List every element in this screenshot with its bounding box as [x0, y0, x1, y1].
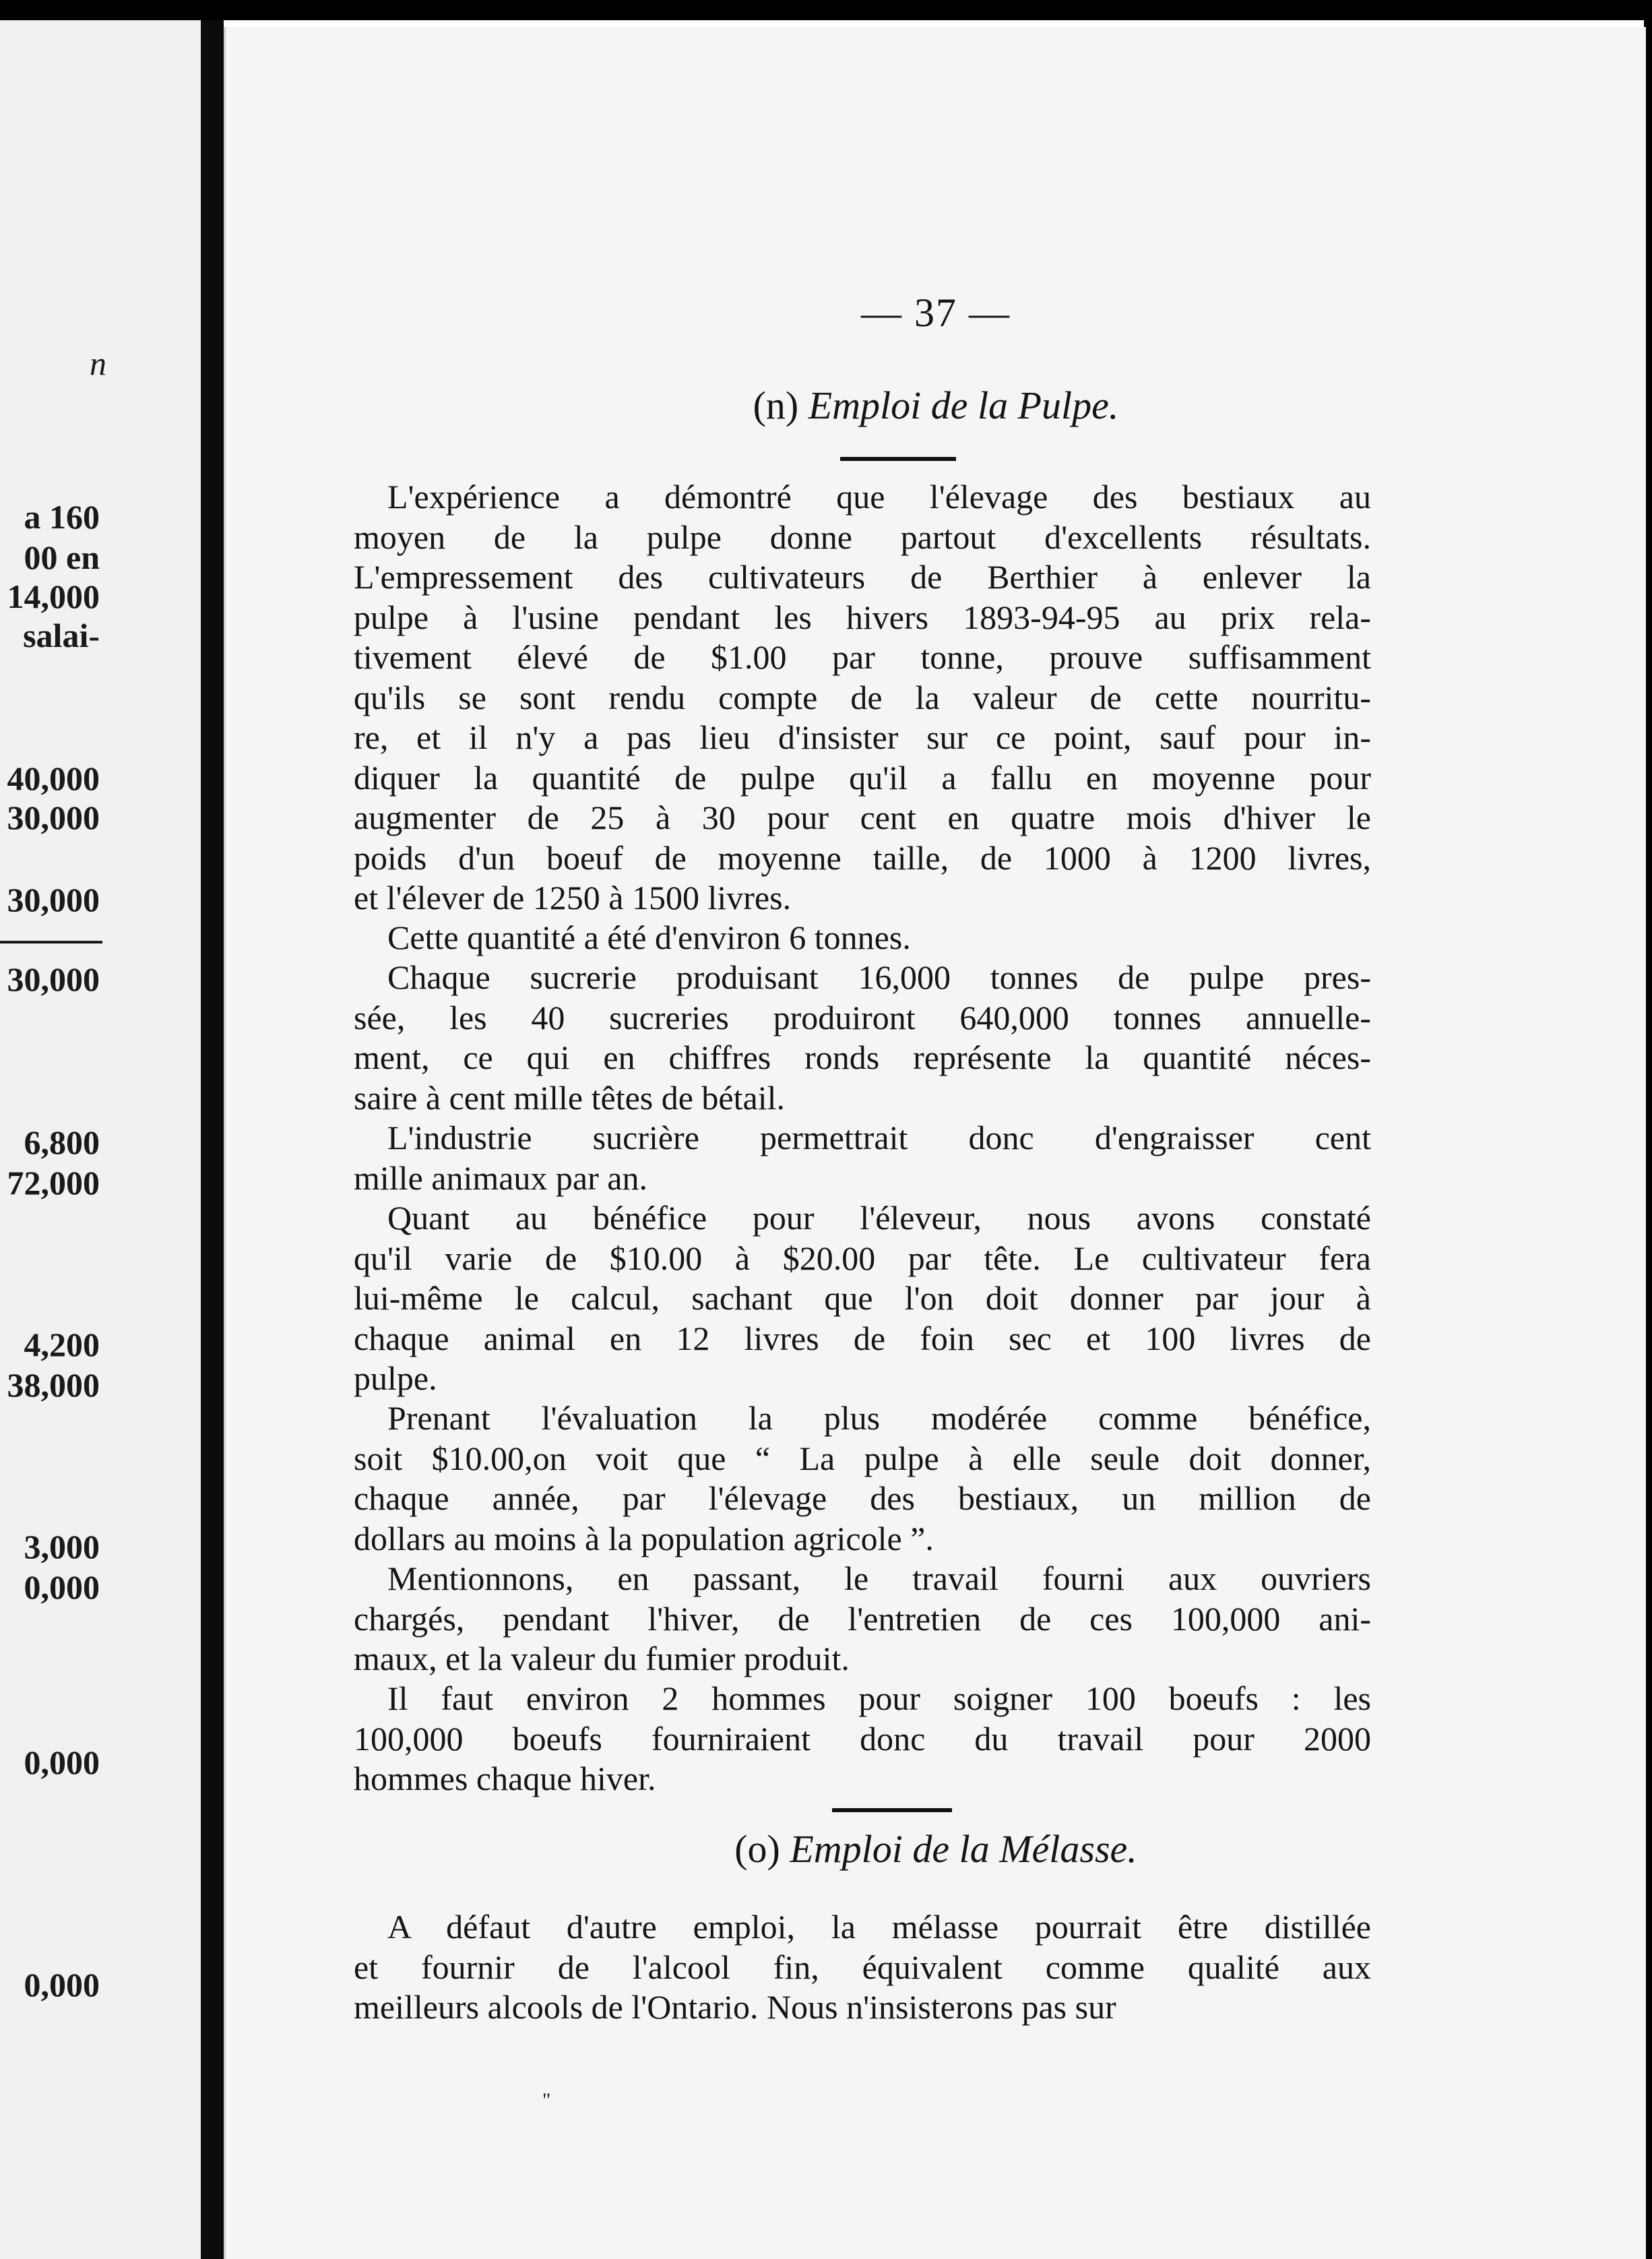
left-page-edge — [0, 20, 201, 2259]
left-page-fragment: 30,000 — [7, 960, 100, 998]
text-line: Cette quantité a été d'environ 6 tonnes. — [387, 919, 911, 956]
section-rule — [832, 1808, 952, 1812]
text-line: 100,000 boeufs fourniraient donc du travail pour 2000 — [354, 1719, 1371, 1758]
top-black-border — [0, 0, 1652, 20]
text-line: sée, les 40 sucreries produiront 640,000 tonnes annuelle- — [354, 998, 1371, 1036]
left-page-fragment: n — [90, 344, 106, 382]
text-line: Prenant l'évaluation la plus modérée comme bénéfice, — [387, 1399, 1371, 1437]
text-line: qu'ils se sont rendu compte de la valeur de cette nourritu- — [354, 678, 1371, 716]
section-label: (n) — [753, 383, 799, 427]
left-page-fragment: 0,000 — [24, 1743, 100, 1781]
paragraph — [354, 958, 1371, 1118]
paragraph — [354, 1198, 1371, 1399]
text-line: L'expérience a démontré que l'élevage des bestiaux au — [387, 478, 1371, 516]
text-line: mille animaux par an. — [354, 1158, 647, 1197]
section-heading-melasse — [226, 1826, 1646, 1871]
text-line: re, et il n'y a pas lieu d'insister sur ce point, sauf pour in- — [354, 718, 1371, 756]
footer-mark: " — [542, 2089, 551, 2111]
text-line: Quant au bénéfice pour l'éleveur, nous avons constaté — [387, 1199, 1371, 1237]
text-line: tivement élevé de $1.00 par tonne, prouve suffisamment — [354, 638, 1371, 676]
paragraph — [354, 477, 1371, 919]
page-number: — 37 — — [861, 290, 1011, 335]
paragraph — [354, 918, 1371, 958]
text-line: L'empressement des cultivateurs de Berthier à enlever la — [354, 558, 1371, 596]
left-page-fragment: 0,000 — [24, 1966, 100, 2004]
text-line: moyen de la pulpe donne partout d'excellents résultats. — [354, 518, 1371, 556]
text-line: chaque année, par l'élevage des bestiaux, un million de — [354, 1479, 1371, 1517]
text-line: qu'il varie de $10.00 à $20.00 par tête. Le cultivateur fera — [354, 1239, 1371, 1277]
left-page-rule — [0, 941, 102, 943]
section-label: (o) — [734, 1827, 780, 1871]
text-line: Il faut environ 2 hommes pour soigner 100 boeufs : les — [387, 1679, 1371, 1717]
left-page-fragment: a 160 — [24, 498, 100, 536]
section-title: Emploi de la Pulpe. — [808, 383, 1119, 427]
text-line: dollars au moins à la population agricole ”. — [354, 1519, 934, 1557]
text-line: pulpe. — [354, 1359, 437, 1397]
left-page-fragment: 40,000 — [7, 760, 100, 797]
section-heading-pulpe — [226, 383, 1646, 428]
text-line: saire à cent mille têtes de bétail. — [354, 1078, 785, 1117]
text-line: Mentionnons, en passant, le travail fourni aux ouvriers — [387, 1559, 1371, 1597]
text-line: Chaque sucrerie produisant 16,000 tonnes de pulpe pres- — [387, 958, 1371, 996]
paragraph — [354, 1118, 1371, 1198]
left-page-fragment: 14,000 — [7, 578, 100, 615]
text-line: et l'élever de 1250 à 1500 livres. — [354, 879, 792, 917]
text-line: maux, et la valeur du fumier produit. — [354, 1640, 850, 1677]
text-line: lui-même le calcul, sachant que l'on doit donner par jour à — [354, 1279, 1371, 1317]
left-page-fragment: 30,000 — [7, 799, 100, 836]
left-page-fragment: 4,200 — [24, 1326, 100, 1363]
text-line: meilleurs alcools de l'Ontario. Nous n'insisterons pas sur — [354, 1988, 1116, 2026]
right-page — [224, 27, 1646, 2259]
paragraph — [354, 1398, 1371, 1559]
paragraph — [354, 1679, 1371, 1799]
text-line: poids d'un boeuf de moyenne taille, de 1000 à 1200 livres, — [354, 838, 1371, 877]
text-line: soit $10.00,on voit que “ La pulpe à elle seule doit donner, — [354, 1439, 1371, 1477]
left-page-fragment: 38,000 — [7, 1366, 100, 1404]
book-spine — [201, 20, 224, 2259]
left-page-fragment: 72,000 — [7, 1164, 100, 1202]
text-line: hommes chaque hiver. — [354, 1760, 656, 1797]
left-page-fragment: 6,800 — [24, 1123, 100, 1161]
paragraph — [354, 1907, 1371, 2028]
left-page-fragment: 30,000 — [7, 881, 100, 919]
text-line: augmenter de 25 à 30 pour cent en quatre mois d'hiver le — [354, 799, 1371, 836]
text-line: pulpe à l'usine pendant les hivers 1893-94-95 au prix rela- — [354, 598, 1371, 636]
left-page-fragment: salai- — [23, 617, 100, 654]
left-page-fragment: 00 en — [24, 538, 100, 576]
text-line: L'industrie sucrière permettrait donc d'engraisser cent — [387, 1119, 1371, 1156]
text-line: ment, ce qui en chiffres ronds représente la quantité néces- — [354, 1039, 1371, 1076]
text-line: chargés, pendant l'hiver, de l'entretien de ces 100,000 ani- — [354, 1599, 1371, 1638]
text-line: A défaut d'autre emploi, la mélasse pourrait être distillée — [387, 1908, 1371, 1946]
text-line: et fournir de l'alcool fin, équivalent comme qualité aux — [354, 1948, 1371, 1986]
left-page-fragment: 3,000 — [24, 1528, 100, 1566]
section-title: Emploi de la Mélasse. — [790, 1827, 1137, 1871]
paragraph — [354, 1559, 1371, 1679]
left-page-fragment: 0,000 — [24, 1568, 100, 1606]
text-line: chaque animal en 12 livres de foin sec et 100 livres de — [354, 1319, 1371, 1357]
text-line: diquer la quantité de pulpe qu'il a fallu en moyenne pour — [354, 758, 1371, 797]
section-rule — [840, 457, 956, 461]
